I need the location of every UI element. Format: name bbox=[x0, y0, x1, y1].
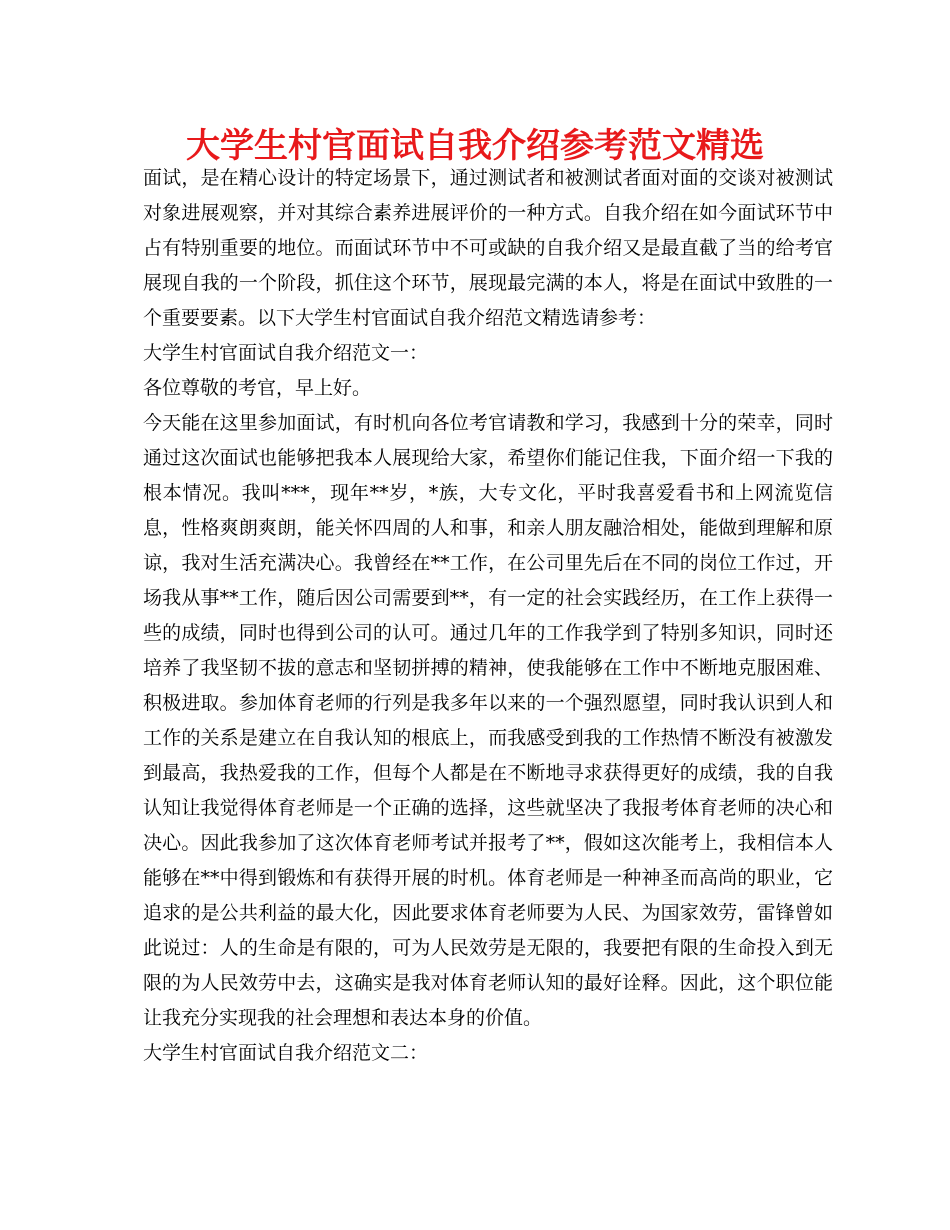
paragraph-sample-1: 今天能在这里参加面试，有时机向各位考官请教和学习，我感到十分的荣幸，同时通过这次面试也能够把我本人展现给大家，希望你们能记住我，下面介绍一下我的根本情况。我叫***，现年**岁，*族，大专文化，平时我喜爱看书和上网流览信息，性格爽朗爽朗，能关怀四周的人和事，和亲人朋友融洽相处，能做到理解和原谅，我对生活充满决心。我曾经在**工作，在公司里先后在不同的岗位工作过，开场我从事**工作，随后因公司需要到**，有一定的社会实践经历，在工作上获得一些的成绩，同时也得到公司的认可。通过几年的工作我学到了特别多知识，同时还培养了我坚韧不拔的意志和坚韧拼搏的精神，使我能够在工作中不断地克服困难、积极进取。参加体育老师的行列是我多年以来的一个强烈愿望，同时我认识到人和工作的关系是建立在自我认知的根底上，而我感受到我的工作热情不断没有被激发到最高，我热爱我的工作，但每个人都是在不断地寻求获得更好的成绩，我的自我认知让我觉得体育老师是一个正确的选择，这些就坚决了我报考体育老师的决心和决心。因此我参加了这次体育老师考试并报考了**，假如这次能考上，我相信本人能够在**中得到锻炼和有获得开展的时机。体育老师是一种神圣而高尚的职业，它追求的是公共利益的最大化，因此要求体育老师要为人民、为国家效劳，雷锋曾如此说过：人的生命是有限的，可为人民效劳是无限的，我要把有限的生命投入到无限的为人民效劳中去，这确实是我对体育老师认知的最好诠释。因此，这个职位能让我充分实现我的社会理想和表达本身的价值。 bbox=[143, 412, 833, 1029]
section-heading-1: 大学生村官面试自我介绍范文一： bbox=[143, 342, 429, 364]
document-body bbox=[143, 161, 833, 1071]
document-title: 大学生村官面试自我介绍参考范文精选 bbox=[186, 126, 764, 166]
greeting-line: 各位尊敬的考官，早上好。 bbox=[143, 377, 372, 399]
paragraph-intro: 面试，是在精心设计的特定场景下，通过测试者和被测试者面对面的交谈对被测试对象进展观察，并对其综合素养进展评价的一种方式。自我介绍在如今面试环节中占有特别重要的地位。而面试环节中不可或缺的自我介绍又是最直截了当的给考官展现自我的一个阶段，抓住这个环节，展现最完满的本人，将是在面试中致胜的一个重要要素。以下大学生村官面试自我介绍范文精选请参考： bbox=[143, 167, 833, 329]
section-heading-2: 大学生村官面试自我介绍范文二： bbox=[143, 1042, 429, 1064]
